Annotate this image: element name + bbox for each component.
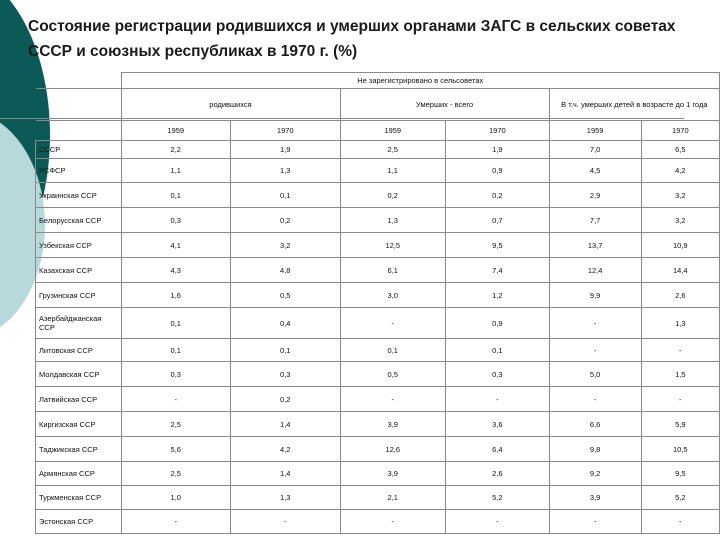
value-cell: 0,7 (446, 208, 550, 233)
value-cell: 10,9 (641, 233, 719, 258)
value-cell: 3,2 (231, 233, 341, 258)
value-cell: 0,3 (446, 362, 550, 387)
value-cell: 1,1 (121, 159, 231, 183)
value-cell: 7,7 (549, 208, 641, 233)
statistics-table (35, 72, 720, 534)
value-cell: 0,1 (340, 339, 446, 362)
value-cell: 5,9 (641, 412, 719, 437)
value-cell: - (121, 510, 231, 534)
value-cell: - (231, 510, 341, 534)
value-cell: 9,2 (549, 462, 641, 486)
region-name: Узбекская ССР (36, 233, 122, 258)
value-cell: - (340, 510, 446, 534)
value-cell: 1,4 (231, 462, 341, 486)
value-cell: 0,5 (231, 283, 341, 308)
value-cell: 12,4 (549, 258, 641, 283)
table-row (36, 462, 720, 486)
value-cell: 12,5 (340, 233, 446, 258)
table-row (36, 308, 720, 339)
value-cell: 3,6 (446, 412, 550, 437)
value-cell: 0,2 (231, 387, 341, 412)
table-row (36, 510, 720, 534)
value-cell: - (549, 387, 641, 412)
value-cell: 9,5 (641, 462, 719, 486)
header-blank-cell (36, 121, 122, 141)
value-cell: 6,5 (641, 141, 719, 159)
table-row (36, 258, 720, 283)
year-header: 1970 (641, 121, 719, 141)
value-cell: - (549, 308, 641, 339)
value-cell: - (446, 387, 550, 412)
value-cell: 2,9 (549, 183, 641, 208)
value-cell: 6,4 (446, 437, 550, 462)
value-cell: - (446, 510, 550, 534)
value-cell: 0,3 (121, 362, 231, 387)
value-cell: 5,6 (121, 437, 231, 462)
group-header-births: родившихся (121, 89, 340, 121)
value-cell: 1,1 (340, 159, 446, 183)
value-cell: 13,7 (549, 233, 641, 258)
table-row (36, 141, 720, 159)
region-name: Армянская ССР (36, 462, 122, 486)
value-cell: 1,2 (446, 283, 550, 308)
region-name: Киргизская ССР (36, 412, 122, 437)
value-cell: 2,5 (121, 412, 231, 437)
value-cell: 1,3 (641, 308, 719, 339)
value-cell: 4,2 (231, 437, 341, 462)
value-cell: 0,3 (231, 362, 341, 387)
page-title: Состояние регистрации родившихся и умерших органами ЗАГС в сельских советах СССР и союзных республиках в 1970 г. (%) (28, 18, 676, 60)
value-cell: 1,3 (231, 159, 341, 183)
value-cell: 1,3 (340, 208, 446, 233)
region-name: РСФСР (36, 159, 122, 183)
table-row (36, 283, 720, 308)
value-cell: 1,6 (121, 283, 231, 308)
value-cell: 6,1 (340, 258, 446, 283)
region-name: Азербайджанская ССР (36, 308, 122, 339)
header-blank-cell (36, 73, 122, 89)
region-name: Таджикская ССР (36, 437, 122, 462)
value-cell: 3,0 (340, 283, 446, 308)
value-cell: 3,2 (641, 183, 719, 208)
region-name: Туркменская ССР (36, 486, 122, 510)
value-cell: 14,4 (641, 258, 719, 283)
table-row (36, 486, 720, 510)
table-row (36, 183, 720, 208)
table-row (36, 208, 720, 233)
value-cell: - (549, 339, 641, 362)
value-cell: 0,1 (121, 339, 231, 362)
region-name: Эстонская ССР (36, 510, 122, 534)
year-header: 1970 (446, 121, 550, 141)
year-header: 1959 (549, 121, 641, 141)
value-cell: 2,6 (446, 462, 550, 486)
value-cell: 10,5 (641, 437, 719, 462)
value-cell: 2,5 (121, 462, 231, 486)
value-cell: 5,2 (446, 486, 550, 510)
value-cell: 2,1 (340, 486, 446, 510)
value-cell: 3,9 (549, 486, 641, 510)
group-header-infant-deaths: В т.ч. умерших детей в возрасте до 1 года (549, 89, 719, 121)
value-cell: 3,9 (340, 462, 446, 486)
value-cell: 0,1 (231, 183, 341, 208)
value-cell: 1,5 (641, 362, 719, 387)
value-cell: - (340, 387, 446, 412)
table-row (36, 159, 720, 183)
value-cell: 1,9 (446, 141, 550, 159)
value-cell: 0,2 (340, 183, 446, 208)
group-header-deaths: Умерших - всего (340, 89, 549, 121)
value-cell: 9,9 (549, 283, 641, 308)
value-cell: 3,2 (641, 208, 719, 233)
year-header: 1970 (231, 121, 341, 141)
value-cell: 0,9 (446, 159, 550, 183)
table-row (36, 387, 720, 412)
value-cell: 4,8 (231, 258, 341, 283)
value-cell: - (641, 510, 719, 534)
value-cell: 0,1 (231, 339, 341, 362)
value-cell: 0,2 (231, 208, 341, 233)
value-cell: - (549, 510, 641, 534)
value-cell: 1,3 (231, 486, 341, 510)
value-cell: 1,0 (121, 486, 231, 510)
value-cell: 5,0 (549, 362, 641, 387)
region-name: Молдавская ССР (36, 362, 122, 387)
value-cell: 4,1 (121, 233, 231, 258)
value-cell: 9,8 (549, 437, 641, 462)
value-cell: 12,6 (340, 437, 446, 462)
value-cell: 4,5 (549, 159, 641, 183)
value-cell: 3,9 (340, 412, 446, 437)
value-cell: 7,4 (446, 258, 550, 283)
region-name: СССР (36, 141, 122, 159)
value-cell: - (641, 339, 719, 362)
value-cell: 2,6 (641, 283, 719, 308)
value-cell: 2,5 (340, 141, 446, 159)
region-name: Казахская ССР (36, 258, 122, 283)
table-row (36, 233, 720, 258)
value-cell: 5,2 (641, 486, 719, 510)
value-cell: 0,1 (446, 339, 550, 362)
value-cell: 6,6 (549, 412, 641, 437)
value-cell: 1,4 (231, 412, 341, 437)
value-cell: - (340, 308, 446, 339)
region-name: Грузинская ССР (36, 283, 122, 308)
value-cell: 7,0 (549, 141, 641, 159)
region-name: Украинская ССР (36, 183, 122, 208)
value-cell: - (641, 387, 719, 412)
value-cell: 0,3 (121, 208, 231, 233)
value-cell: 0,5 (340, 362, 446, 387)
value-cell: 0,2 (446, 183, 550, 208)
value-cell: 4,3 (121, 258, 231, 283)
value-cell: 0,1 (121, 183, 231, 208)
region-name: Латвийская ССР (36, 387, 122, 412)
value-cell: 1,9 (231, 141, 341, 159)
table-row (36, 437, 720, 462)
value-cell: - (121, 387, 231, 412)
value-cell: 4,2 (641, 159, 719, 183)
year-header: 1959 (121, 121, 231, 141)
value-cell: 9,5 (446, 233, 550, 258)
table-row (36, 339, 720, 362)
region-name: Литовская ССР (36, 339, 122, 362)
top-header: Не зарегистрировано в сельсоветах (121, 73, 720, 89)
table-row (36, 362, 720, 387)
table-row (36, 412, 720, 437)
region-name: Белорусская ССР (36, 208, 122, 233)
header-blank-cell (36, 89, 122, 121)
value-cell: 0,9 (446, 308, 550, 339)
value-cell: 0,1 (121, 308, 231, 339)
year-header: 1959 (340, 121, 446, 141)
table-body (36, 73, 720, 534)
value-cell: 0,4 (231, 308, 341, 339)
value-cell: 2,2 (121, 141, 231, 159)
